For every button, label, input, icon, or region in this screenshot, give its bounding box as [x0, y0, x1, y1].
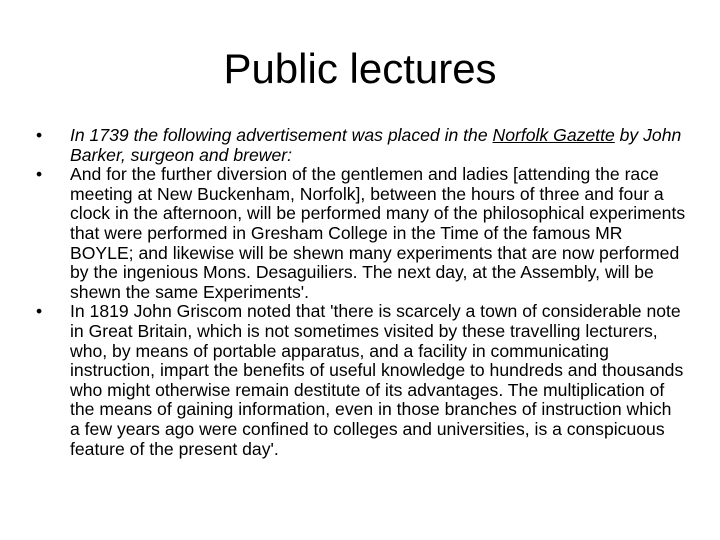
bullet-dot-icon: •: [36, 164, 43, 185]
bullet-list: [36, 126, 686, 459]
newspaper-title: Norfolk Gazette: [492, 125, 615, 145]
bullet-item-advertisement: [36, 165, 686, 302]
bullet-item-1819: [36, 302, 686, 459]
bullet-text-1739-post: by John Barker, surgeon and brewer:: [70, 125, 682, 165]
bullet-dot-icon: •: [36, 301, 43, 322]
bullet-dot-icon: •: [36, 125, 43, 145]
bullet-text-1819: In 1819 John Griscom noted that 'there is scarcely a town of considerable note in Great Britain, which is not sometimes visited by these travelling lecturers, who, by means of portable apparatus, and a facility in communicating instruction, impart the benefits of useful knowledge to hundreds and thousands who might otherwise remain destitute of its advantages. The multiplication of the means of gaining information, even in those branches of instruction which a few years ago were confined to colleges and universities, is a conspicuous feature of the present day'.: [70, 301, 684, 459]
bullet-text-1739: [70, 125, 681, 165]
bullet-text-1739-pre: In 1739 the following advertisement was placed in the: [70, 125, 493, 145]
slide-title: Public lectures: [223, 45, 497, 92]
bullet-item-1739: [36, 126, 686, 165]
bullet-text-advertisement: And for the further diversion of the gentlemen and ladies [attending the race meeting at New Buckenham, Norfolk], between the hours of three and four a clock in the afternoon, will be performed many of the philosophical experiments that were performed in Gresham College in the Time of the famous MR BOYLE; and likewise will be shewn many experiments that are now performed by the ingenious Mons. Desaguiliers. The next day, at the Assembly, will be shewn the same Experiments'.: [70, 164, 686, 302]
